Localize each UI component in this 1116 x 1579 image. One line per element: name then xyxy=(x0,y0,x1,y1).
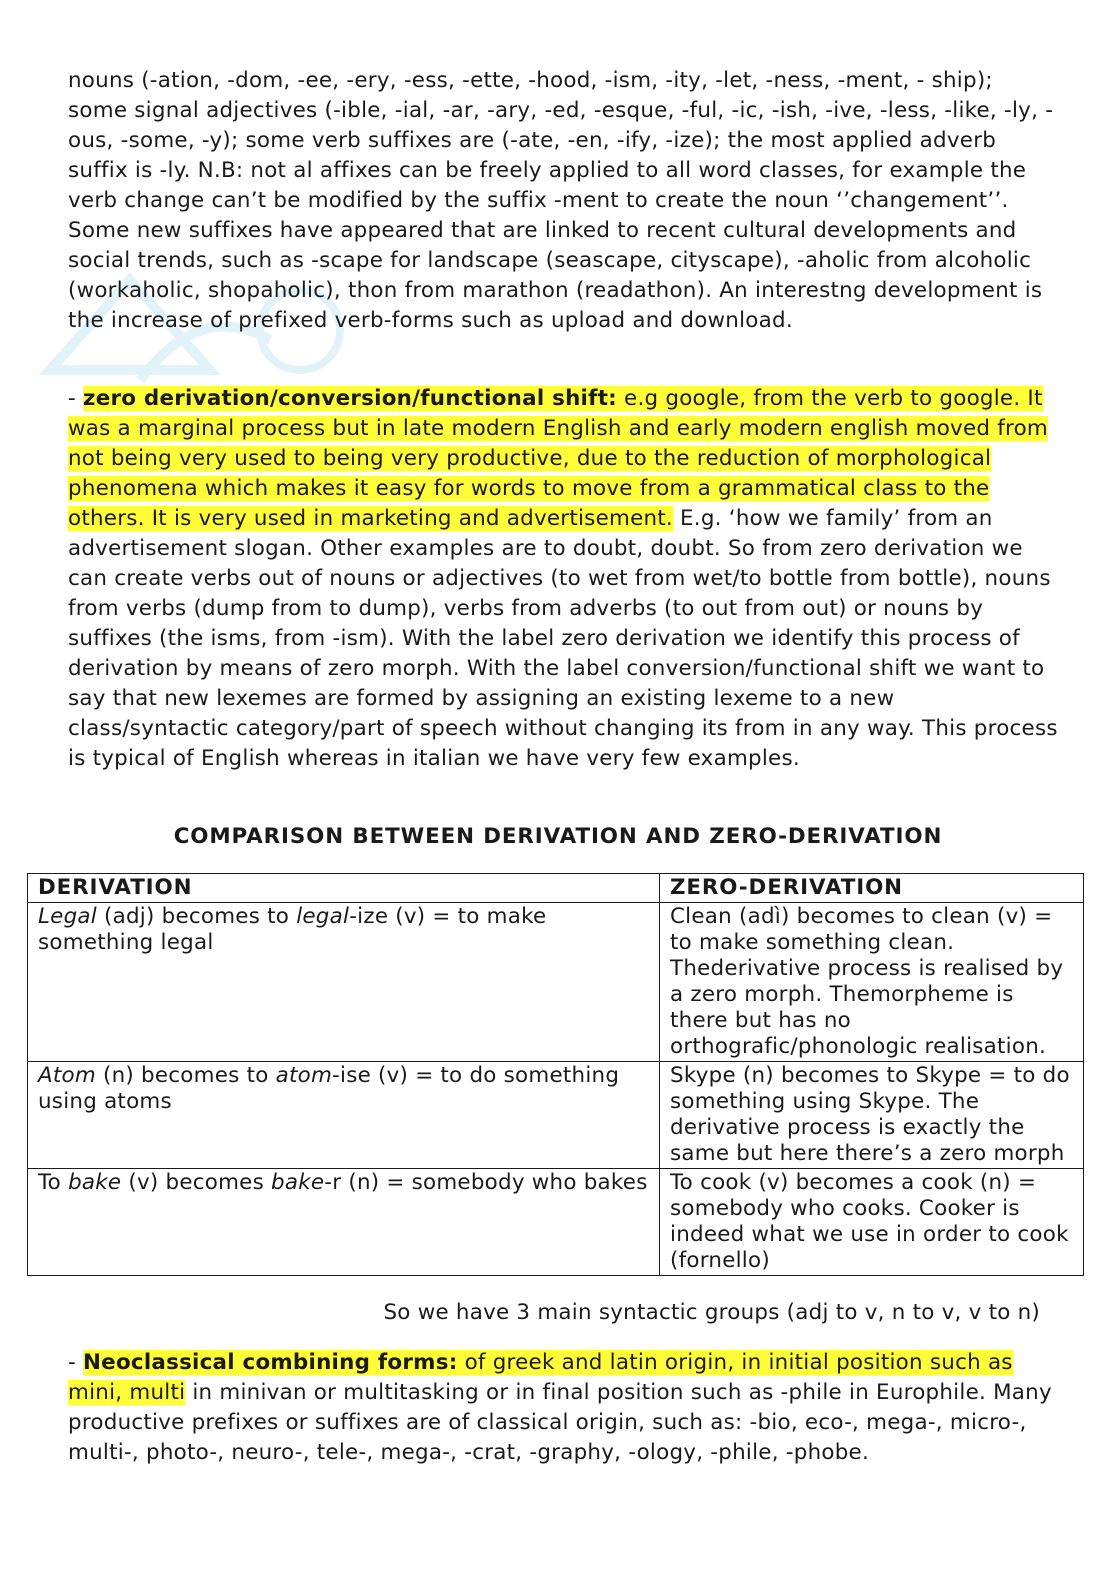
derivation-text: To xyxy=(38,1170,69,1195)
derivation-base-word: atom xyxy=(275,1063,333,1088)
suffixes-paragraph: nouns (-ation, -dom, -ee, -ery, -ess, -ette, -hood, -ism, -ity, -let, -ness, -ment, - ship); some signal adjectives (-ible, -ial, -ar, -ary, -ed, -esque, -ful, -ic, -ish, -ive, -less, -like, -ly, - ous, -some, -y); some verb suffixes are (-ate, -en, -ify, -ize); the most applied adverb suffix is -ly. N.B: not al affixes can be freely applied to all word classes, for example the verb change can’t be modified by the suffix -ment to create the noun ‘’changement’’. Some new suffixes have appeared that are linked to recent cultural developments and social trends, such as -scape for landscape (seascape, cityscape), -aholic from alcoholic (workaholic, shopaholic), thon from marathon (readathon). An interestng development is the increase of prefixed verb-forms such as upload and download. xyxy=(68,68,1054,333)
derivation-base-word: Legal xyxy=(38,904,97,929)
table-row xyxy=(28,1169,1084,1276)
neo-rest-text: in minivan or multitasking or in final position such as -phile in Europhile. Many productive prefixes or suffixes are of classical origin, such as: -bio, eco-, mega-, micro-, multi-, photo-, neuro-, tele-, mega-, -crat, -graphy, -ology, -phile, -phobe. xyxy=(68,1380,1052,1465)
comparison-table xyxy=(27,873,1084,1276)
neo-dash: - xyxy=(68,1350,84,1375)
zero-dash: - xyxy=(68,386,84,411)
zero-derivation-cell: Clean (adì) becomes to clean (v) = to make something clean. Thederivative process is realised by a zero morph. Themorpheme is there but has no orthografic/phonologic realisation. xyxy=(660,903,1084,1062)
neo-heading: Neoclassical combining forms: xyxy=(83,1350,458,1375)
derivation-cell xyxy=(28,903,660,1062)
zero-highlighted-text: e.g google, from the verb to google. It was a marginal process but in late modern English and early modern english moved from not being very used to being very productive, due to the reduction of morphological phenomena which makes it easy for words to move from a grammatical class to the others. It is very used in marketing and advertisement. xyxy=(68,386,1049,531)
summary-line: So we have 3 main syntactic groups (adj to v, n to v, v to n) xyxy=(383,1300,1040,1325)
comparison-title: COMPARISON BETWEEN DERIVATION AND ZERO-DERIVATION xyxy=(173,824,943,849)
derivation-cell xyxy=(28,1062,660,1169)
table-row xyxy=(28,1062,1084,1169)
header-derivation: DERIVATION xyxy=(28,874,660,903)
derivation-cell xyxy=(28,1169,660,1276)
derivation-base-word: bake xyxy=(68,1170,122,1195)
zero-derivation-cell: Skype (n) becomes to Skype = to do something using Skype. The derivative process is exactly the same but here there’s a zero morph xyxy=(660,1062,1084,1169)
derivation-base-word: Atom xyxy=(38,1063,96,1088)
derivation-text: (v) becomes xyxy=(121,1170,272,1195)
table-header-row xyxy=(28,874,1084,903)
table-row xyxy=(28,903,1084,1062)
neo-highlighted-text: of greek and latin origin, in initial position such as mini, multi xyxy=(68,1350,1013,1405)
zero-rest-text: E.g. ‘how we family’ from an advertisement slogan. Other examples are to doubt, doubt. So from zero derivation we can create verbs out of nouns or adjectives (to wet from wet/to bottle from bottle), nouns from verbs (dump from to dump), verbs from adverbs (to out from out) or nouns by suffixes (the isms, from -ism). With the label zero derivation we identify this process of derivation by means of zero morph. With the label conversion/functional shift we want to say that new lexemes are formed by assigning an existing lexeme to a new class/syntactic category/part of speech without changing its from in any way. This process is typical of English whereas in italian we have very few examples. xyxy=(68,506,1058,771)
zero-heading: zero derivation/conversion/functional shift: xyxy=(83,386,617,411)
derivation-text: (adj) becomes to xyxy=(96,904,297,929)
derivation-text: -ise (v) = to do something using atoms xyxy=(38,1063,620,1114)
neoclassical-paragraph xyxy=(68,1348,1058,1468)
derivation-text: -ize (v) = to make something legal xyxy=(38,904,547,955)
derivation-base-word: bake xyxy=(271,1170,325,1195)
zero-derivation-cell: To cook (v) becomes a cook (n) = somebody who cooks. Cooker is indeed what we use in order to cook (fornello) xyxy=(660,1169,1084,1276)
derivation-text: (n) becomes to xyxy=(95,1063,276,1088)
header-zero-derivation: ZERO-DERIVATION xyxy=(660,874,1084,903)
derivation-text: -r (n) = somebody who bakes xyxy=(324,1170,648,1195)
derivation-base-word: legal xyxy=(296,904,350,929)
zero-derivation-paragraph xyxy=(68,384,1058,774)
